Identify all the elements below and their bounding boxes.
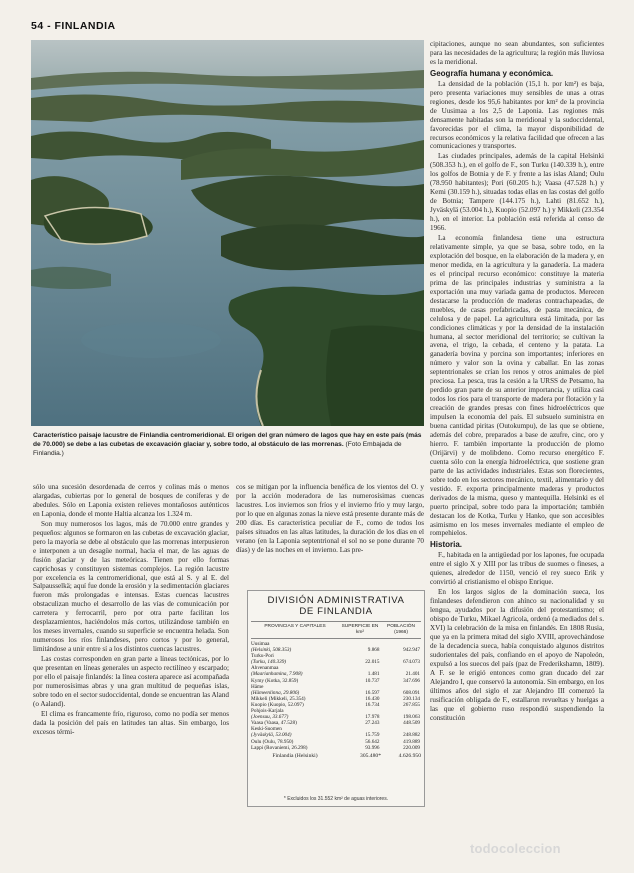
province-cell: Pohjois-Karjala bbox=[251, 708, 284, 715]
table-row bbox=[251, 745, 421, 751]
watermark-logo: todocoleccion bbox=[470, 841, 561, 856]
province-cell: Vaasa (Vaasa, 47.528) bbox=[251, 720, 297, 727]
province-cell: Uusimaa bbox=[251, 641, 270, 647]
population-cell: 347.696 bbox=[403, 677, 420, 684]
province-cell: (Hämeenlinna, 29.806) bbox=[251, 689, 300, 696]
population-cell: 198.063 bbox=[403, 714, 420, 721]
table-title-line: DE FINLANDIA bbox=[299, 606, 373, 617]
province-cell: Mikkeli (Mikkeli, 25.354) bbox=[251, 695, 306, 702]
column-left bbox=[33, 483, 229, 738]
population-cell: 220.009 bbox=[403, 744, 420, 751]
province-cell: (Turku, 140.339) bbox=[251, 659, 287, 666]
area-cell: 16.430 bbox=[365, 695, 380, 702]
column-header: POBLACIÓN (1966) bbox=[387, 624, 415, 635]
area-cell: 9.868 bbox=[367, 647, 380, 654]
table-total-row bbox=[251, 753, 421, 760]
province-cell: (Jyväskylä, 53.004) bbox=[251, 732, 292, 739]
paragraph: Las ciudades principales, además de la capital Helsinki (508.353 h.), en el golfo de F., son Turku (140.339 h.), entre los golfos de Botnia y de F. y frente a las islas Aland; Oulu (78.950 habitantes); Pori (60.205 h.); Vaasa (47.528 h.) y Kemi (30.159 h.), situadas todas ellas en las costas del golfo de Botnia; Tampere (144.175 h.), Lahti (81.652 h.), Jyväskylä (53.004 h.), Kuopio (52.097 h.) y Mikkeli (23.354 h.), en el interior. La población está referida al censo de 1966. bbox=[430, 152, 604, 233]
admin-division-table bbox=[247, 590, 425, 807]
area-cell: 15.759 bbox=[365, 732, 380, 739]
total-population: 4.626.950 bbox=[398, 752, 421, 759]
province-cell: (Maarianhamina, 7.908) bbox=[251, 671, 303, 678]
paragraph: La densidad de la población (15,1 h. por km²) es baja, pero presenta variaciones muy sensibles de unas a otras regiones, desde los 95,6 habitantes por km² de la provincia de Uusimaa a los 2,5 de Laponia. Las regiones más densamente habitadas son la meridional y la sudoccidental, favorecidas por el clima, la mayor disponibilidad de recursos económicos y la relativa facilidad que ofrecen a las comunicaciones y transportes. bbox=[430, 79, 604, 151]
paragraph: cipitaciones, aunque no sean abundantes, son suficientes para las necesidades de la agricultura; la región más lluviosa es la meridional. bbox=[430, 40, 604, 66]
caption-text: Característico paisaje lacustre de Finlandia centromeridional. El origen del gran número de lagos que hay en este país (más de 70.000) se debe a las cubetas de excavación glaciar y, sobre todo, al obstáculo de las morrenas. bbox=[33, 432, 422, 448]
photo-illustration bbox=[31, 40, 424, 426]
province-cell: Häme bbox=[251, 683, 264, 690]
area-cell: 10.737 bbox=[365, 677, 380, 684]
paragraph: En los largos siglos de la dominación sueca, los finlandeses defendieron con ahínco su nacionalidad y su lengua, ayudados por la difusión del protestantismo; el obispo de Turku, Mikael Agricola, ordenó (a mediados del s. XVI) la celebración de la misa en finlandés. En 1808 Rusia, que ya en la primera mitad del siglo XVIII, aprovechándose de la decadencia sueca, había conquistado algunos distritos sudorientales del país, confiando en el apoyo de Napoleón, expulsó a los suecos del país (paz de Frederikshamn, 1809). A F. se le erigió entonces como gran ducado del zar Alejandro I, que conservó la autonomía. Sin embargo, en los últimos años del siglo el zar Alejandro III comenzó la rusificación obligada de F., estallaron revueltas y huelgas a las que el gobierno ruso respondió suspendiendo la constitución bbox=[430, 588, 604, 722]
population-cell: 230.134 bbox=[403, 695, 420, 702]
paragraph: El clima es francamente frío, riguroso, como no podía ser menos dada la posición del país en latitudes tan altas. Sin embargo, los excesos térmi- bbox=[33, 709, 229, 736]
province-cell: Keski-Suomen bbox=[251, 726, 282, 733]
area-cell: 27.243 bbox=[365, 720, 380, 727]
province-cell: Turku-Pori bbox=[251, 653, 274, 660]
province-cell: Kuopio (Kuopio, 52.097) bbox=[251, 701, 304, 708]
paragraph: Son muy numerosos los lagos, más de 70.000 entre grandes y pequeños: algunos se formaron en las cubetas de excavación glaciar, pero la mayoría se debe al obstáculo que las morrenas interpusieron e interponen a un desagüe normal, hacia el mar, de las aguas de fusión glaciar y de las meteóricas. Tienen por ello formas caprichosas y constituyen sistemas complejos. La región lacustre por excelencia es la centromeridional, que está al S. y al E. del Salpausselkä; aquí fue donde la erosión y la sedimentación glaciares fueron más prolongadas e intensas. Estas cuencas lacustres obstaculizan mucho el desarrollo de las vías de comunicación por carretera y ferrocarril, pero por otra parte facilitan los desplazamientos, haciéndolos más cortos, utilizándose también en los meses invernales, cuando su superficie se encuentra helada. Son numerosos los ríos finlandeses, pero cortos y por lo general, limitándose a unir entre sí a los distintos cuencas lacustres. bbox=[33, 519, 229, 654]
table-header bbox=[251, 621, 421, 639]
population-cell: 942.947 bbox=[403, 647, 420, 654]
column-middle bbox=[236, 483, 424, 556]
paragraph: sólo una sucesión desordenada de cerros y colinas más o menos alargadas, cubiertas por lo general de bosques de coníferas y de abedules. Sólo en Laponia existen relieves montañosos auténticos en Laponia, donde el monte Haltia alcanza los 1.324 m. bbox=[33, 483, 229, 518]
population-cell: 419.889 bbox=[403, 738, 420, 745]
area-cell: 16.597 bbox=[365, 689, 380, 696]
column-header: SUPERFICIE EN km² bbox=[341, 624, 379, 635]
area-cell: 56.642 bbox=[365, 738, 380, 745]
section-heading: Historia. bbox=[430, 540, 463, 550]
table-title-line: DIVISIÓN ADMINISTRATIVA bbox=[267, 595, 405, 606]
table-title bbox=[248, 595, 424, 617]
column-header: PROVINCIAS Y CAPITALES bbox=[264, 624, 326, 629]
total-label: Finlandia (Helsinki) bbox=[272, 752, 318, 759]
area-cell: 16.734 bbox=[365, 701, 380, 708]
area-cell: 93.996 bbox=[365, 744, 380, 751]
population-cell: 674.073 bbox=[403, 659, 420, 666]
population-cell: 267.855 bbox=[403, 701, 420, 708]
province-cell: Kymy (Kotka, 32.859) bbox=[251, 677, 299, 684]
section-heading: Geografía humana y económica. bbox=[430, 68, 554, 78]
population-cell: 21.401 bbox=[405, 671, 420, 678]
area-cell: 17.978 bbox=[365, 714, 380, 721]
province-cell: Ahvenanmaa bbox=[251, 665, 279, 672]
population-cell: 248.882 bbox=[403, 732, 420, 739]
lake-landscape-photo bbox=[31, 40, 424, 426]
table-footnote: * Excluidos los 31.552 km² de aguas interiores. bbox=[283, 796, 389, 802]
population-cell: 608.091 bbox=[403, 689, 420, 696]
paragraph: F., habitada en la antigüedad por los lapones, fue ocupada entre el siglo X y XIII por las tribus de suomes o fineses, a quienes, alrededor de 1150, venció el rey sueco Erik y convirtió al cristianismo el obispo Enrique. bbox=[430, 551, 604, 587]
page-header: 54 - FINLANDIA bbox=[31, 20, 116, 32]
province-cell: (Joensuu, 33.677) bbox=[251, 714, 289, 721]
province-cell: Oulu (Oulu, 78.950) bbox=[251, 738, 294, 745]
area-cell: 22.015 bbox=[365, 659, 380, 666]
area-cell: 1.481 bbox=[367, 671, 380, 678]
population-cell: 448.509 bbox=[403, 720, 420, 727]
total-area: 305.480* bbox=[360, 752, 381, 759]
caption-credit: (Foto Embajada de Finlandia.) bbox=[33, 440, 402, 457]
paragraph: La economía finlandesa tiene una estructura relativamente simple, ya que se basa, sobre todo, en la explotación del bosque, en la elaboración de la madera y, en menor medida, en la agricultura y la ganadería. La madera es el principal recurso económico: constituye la materia prima de las principales industrias y suministra a la exportación una muy variada gama de productos. Merecen destacarse la producción de maderas contrachapeadas, de muebles, de casas prefabricadas, de pasta mecánica, de celulosa y de papel. La agricultura está limitada, por las condiciones climáticas y por la densidad de la instalación humana, al sector meridional del territorio; se cultivan la avena, el trigo, la cebada, el centeno y la patata. La ganadería bovina y porcina son importantes; inferiores en número y valor son la ovina y caballar. En las zonas septentrionales se crían los renos y otros animales de piel preciosa. La pesca, tras la cesión a la URSS de Petsamo, ha perdido gran parte de su anterior importancia, y utiliza casi todos los ríos para el transporte de madera por flotación y la creación de grandes presas con fines hidroeléctricos que impulsen la economía del país. El subsuelo suministra en buena cantidad piritas (Outokumpu), de las que se obtiene, además del cobre, preparados a base de azufre, cinc, oro y hierro. F. también importante la producción de plomo (Orijärvi) y de molibdeno. Como recurso energético F. cuenta sólo con la energía hidroeléctrica, que sostiene gran parte de las actividades industriales. Estas son florecientes, sobre todo en los sectores mecánico, textil, alimentario y del vestido. F. exporta principalmente maderas y productos derivados de la misma, queso y mantequilla. Helsinki es el puerto principal, sobre todo para la importación; también destacan los de Kotka, Turku y Hanko, que son accesibles asimismo en los meses invernales mediante el empleo de rompehielos. bbox=[430, 234, 604, 538]
column-right bbox=[430, 40, 604, 723]
paragraph: cos se mitigan por la influencia benéfica de los vientos del O. y por la acción moderadora de las numerosísimas cuencas lacustres. Los inviernos son fríos y el invierno frío y muy largo, por lo que en algunas zonas la nieve está presente durante más de 200 días. Es característica peculiar de F., como de todos los países situados en las altas latitudes, la duración de los días en el verano (en la Laponia septentrional el sol no se pone durante 70 días) y de las noches en el invierno. Las pre- bbox=[236, 483, 424, 554]
photo-caption bbox=[33, 432, 425, 458]
table-body bbox=[248, 641, 424, 751]
province-cell: Lappi (Rovaniemi, 26.298) bbox=[251, 744, 308, 751]
paragraph: Las costas corresponden en gran parte a líneas tectónicas, por lo que presentan en líneas generales un aspecto rectilíneo y escarpado; por ello el paisaje finlandés: la línea costera aparece así acompañada por numerosísimas abras y una gran multitud de pequeñas islas, sobre todo en el sector sudoccidental, donde se encuentran las Aland (o Aaland). bbox=[33, 655, 229, 708]
province-cell: (Helsinki, 508.353) bbox=[251, 647, 292, 654]
